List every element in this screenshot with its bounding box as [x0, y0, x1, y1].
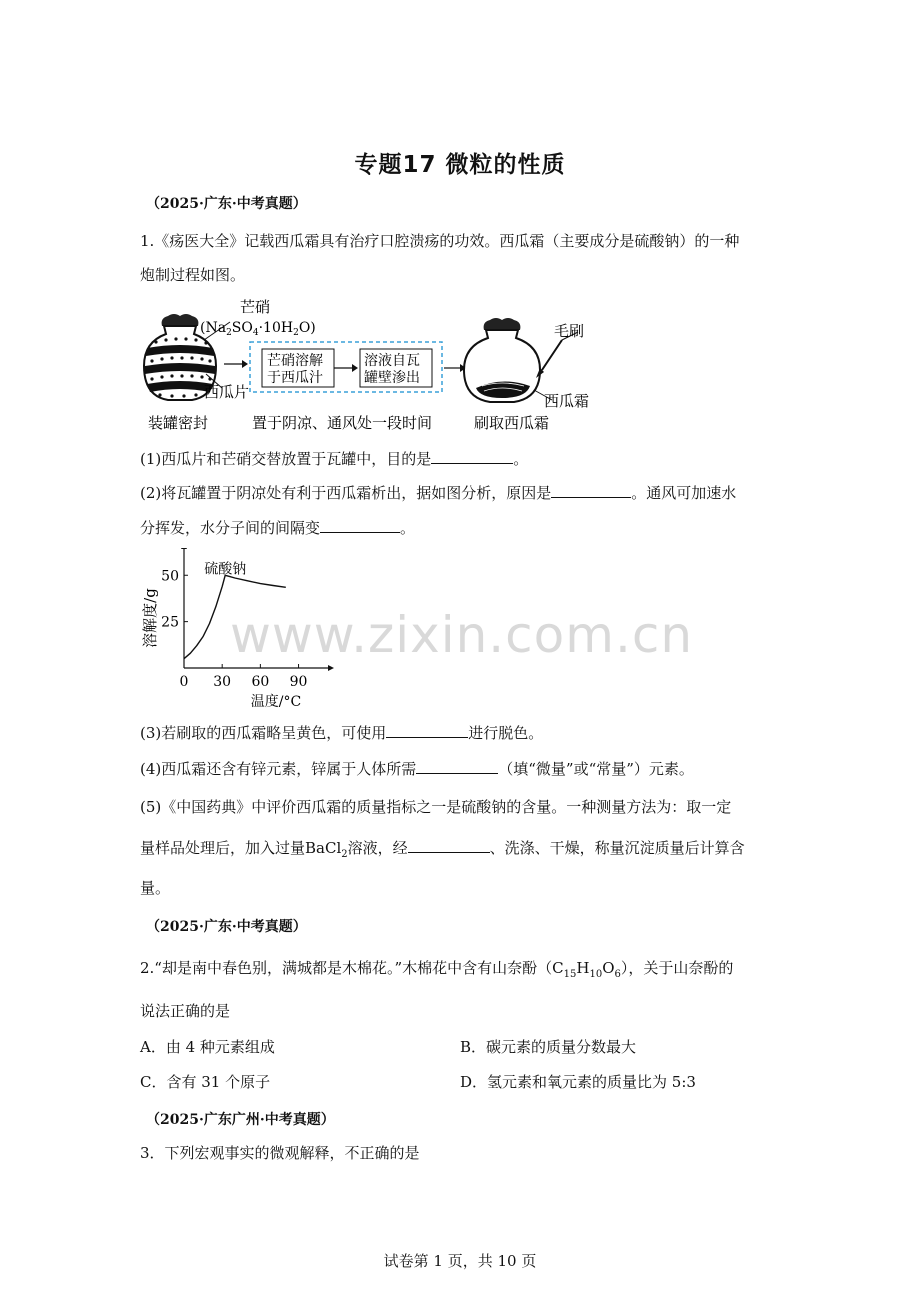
q1-sub1: (1)西瓜片和芒硝交替放置于瓦罐中，目的是 。: [140, 450, 529, 468]
watermark: www.zixin.com.cn: [230, 606, 694, 664]
q1-sub2-line1: (2)将瓦罐置于阴凉处有利于西瓜霜析出，据如图分析，原因是 。通风可加速水: [140, 484, 737, 502]
label-mangxiao: 芒硝: [240, 298, 271, 316]
page-title: 专题17 微粒的性质: [354, 152, 566, 178]
x-tick-label: 60: [251, 674, 270, 690]
y-axis-arrow: [181, 548, 187, 549]
label-xiguashuang: 西瓜霜: [544, 392, 590, 410]
x-tick-label: 90: [289, 674, 308, 690]
x-axis-arrow: [328, 665, 334, 671]
label-formula: $(Na_2SO_4\cdot 10H_2O)$: [200, 320, 316, 338]
q1-sub5-line2: 量样品处理后，加入过量BaCl$_2$溶液，经 、洗涤、干燥，称量沉淀质量后计算含: [140, 839, 745, 860]
process-figure: [130, 292, 600, 442]
answer-blank-4[interactable]: [386, 723, 468, 738]
box1-line2: 于西瓜汁: [267, 370, 323, 386]
brush-icon: [536, 340, 562, 378]
q2-stem-line1: 2.“却是南中春色别，满城都是木棉花。”木棉花中含有山奈酚$(C_{15}H_{10}O_6)$，关于山奈酚的: [140, 959, 734, 980]
x-tick-label: 0: [179, 674, 189, 690]
x-tick-label: 30: [213, 674, 232, 690]
question-source: （2025·广东·中考真题）: [146, 196, 307, 212]
answer-blank-6[interactable]: [408, 838, 490, 853]
box2-line1: 溶液自瓦: [364, 353, 420, 369]
answer-blank-1[interactable]: [431, 449, 513, 464]
answer-blank-2[interactable]: [551, 483, 631, 498]
q2-stem-line2: 说法正确的是: [140, 1002, 231, 1020]
caption-3: 刷取西瓜霜: [474, 414, 550, 432]
label-xiguapian: 西瓜片: [204, 383, 250, 401]
caption-1: 装罐密封: [148, 414, 209, 432]
label-maoshua: 毛刷: [554, 322, 585, 340]
y-tick-label: 50: [161, 568, 179, 585]
answer-blank-5[interactable]: [416, 759, 498, 774]
q3-stem: 3．下列宏观事实的微观解释，不正确的是: [140, 1144, 420, 1162]
q2-option-b[interactable]: B．碳元素的质量分数最大: [460, 1038, 637, 1056]
q1-sub5-line1: (5)《中国药典》中评价西瓜霜的质量指标之一是硫酸钠的含量。一种测量方法为：取一定: [140, 798, 732, 816]
q1-sub2-line2: 分挥发，水分子间的间隔变 。: [140, 519, 416, 537]
q1-stem-line2: 炮制过程如图。: [140, 266, 246, 284]
open-jar-icon: [464, 318, 540, 402]
caption-2: 置于阴凉、通风处一段时间: [252, 414, 433, 432]
q2-option-a[interactable]: A．由 4 种元素组成: [140, 1038, 275, 1056]
q2-option-c[interactable]: C．含有 31 个原子: [140, 1073, 271, 1091]
page-footer: 试卷第 1 页，共 10 页: [383, 1252, 537, 1270]
q2-option-d[interactable]: D．氢元素和氧元素的质量比为 5:3: [460, 1073, 696, 1091]
series-label: 硫酸钠: [204, 561, 247, 578]
chart-x-label: 温度/°C: [250, 694, 302, 710]
chart-y-label: 溶解度/g: [141, 588, 159, 648]
q1-sub4: (4)西瓜霜还含有锌元素，锌属于人体所需 （填“微量”或“常量”）元素。: [140, 760, 694, 778]
q1-sub3: (3)若刷取的西瓜霜略呈黄色，可使用 进行脱色。: [140, 724, 544, 742]
question-source: （2025·广东广州·中考真题）: [146, 1112, 335, 1128]
q1-stem-line1: 1.《疡医大全》记载西瓜霜具有治疗口腔溃疡的功效。西瓜霜（主要成分是硫酸钠）的一种: [140, 232, 740, 250]
answer-blank-3[interactable]: [320, 518, 400, 533]
box2-line2: 罐壁渗出: [364, 370, 420, 386]
box1-line1: 芒硝溶解: [267, 353, 323, 369]
q1-sub5-line3: 量。: [140, 879, 171, 897]
question-source: （2025·广东·中考真题）: [146, 919, 307, 935]
y-tick-label: 25: [161, 614, 179, 631]
